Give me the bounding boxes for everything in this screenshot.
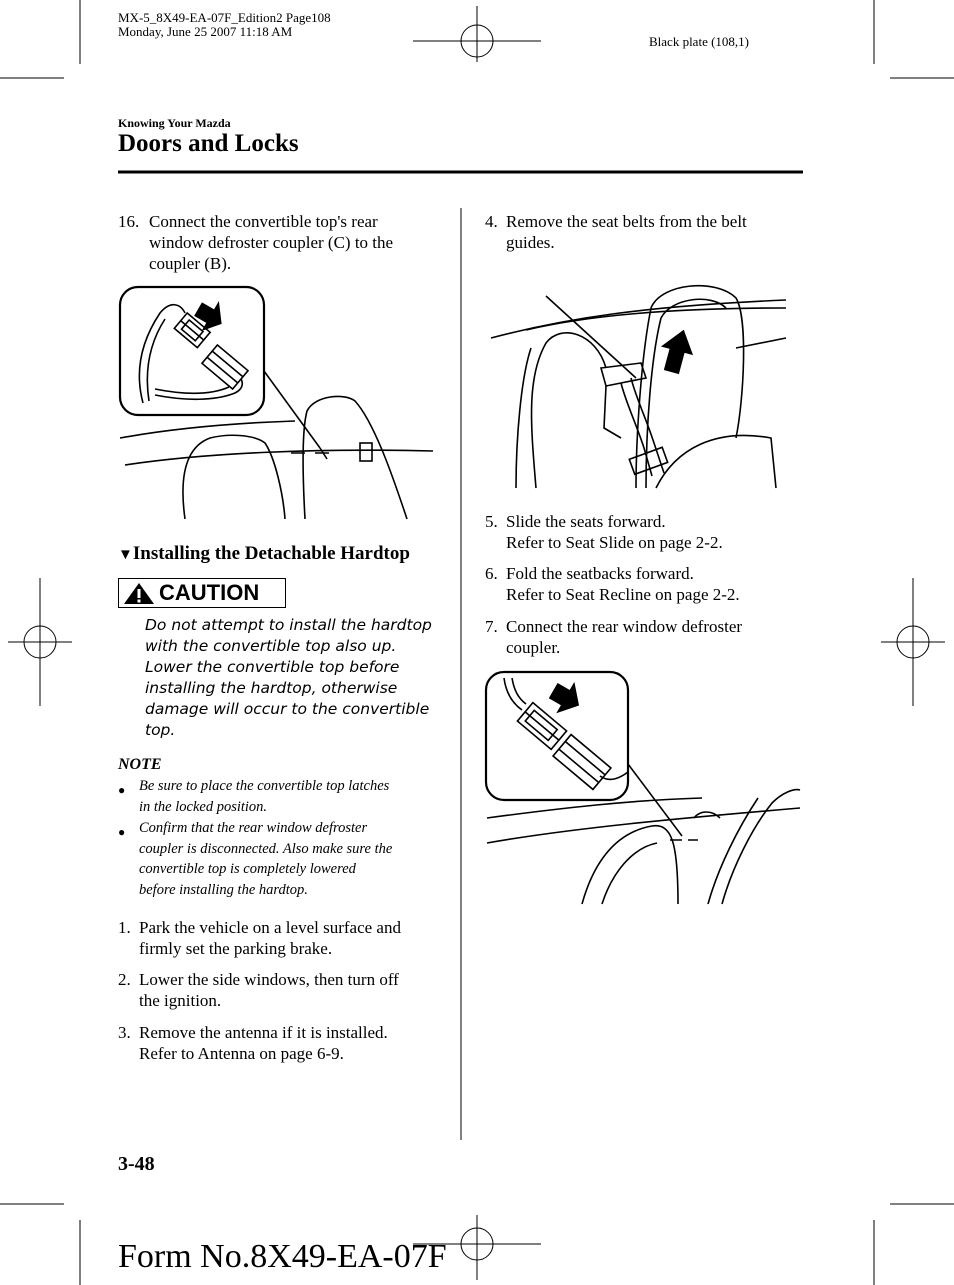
page-title: Doors and Locks — [118, 130, 299, 157]
caution-text — [145, 615, 445, 741]
step-1 — [118, 917, 448, 961]
note-item — [118, 776, 448, 818]
step-number: 1. — [118, 918, 131, 937]
step-line: firmly set the parking brake. — [139, 939, 333, 958]
section-label: Knowing Your Mazda — [118, 116, 231, 130]
step-line: Fold the seatbacks forward. — [506, 564, 694, 583]
step-3 — [118, 1022, 448, 1066]
step-6 — [485, 563, 805, 607]
step-line: coupler (B). — [149, 254, 232, 273]
step-number: 16. — [118, 212, 140, 231]
step-line: Refer to Seat Recline on page 2-2. — [506, 585, 740, 604]
step-16 — [118, 211, 448, 275]
print-job-info — [118, 11, 331, 39]
bullet-icon: ● — [118, 783, 126, 797]
registration-mark-icon — [8, 578, 72, 706]
step-4 — [485, 211, 805, 255]
step-number: 4. — [485, 212, 498, 231]
step-line: guides. — [506, 233, 555, 252]
step-line: Remove the antenna if it is installed. — [139, 1023, 388, 1042]
step-line: window defroster coupler (C) to the — [149, 233, 394, 252]
caution-line: installing the hardtop, otherwise — [145, 679, 398, 697]
step-number: 5. — [485, 512, 498, 531]
note-title: NOTE — [118, 756, 162, 773]
print-job-line1: MX-5_8X49-EA-07F_Edition2 Page108 — [118, 10, 331, 25]
note-line: coupler is disconnected. Also make sure the — [139, 840, 393, 857]
step-line: Connect the convertible top's rear — [149, 212, 378, 231]
step-line: Park the vehicle on a level surface and — [139, 918, 401, 937]
step-line: Connect the rear window defroster — [506, 617, 743, 636]
down-triangle-marker: ▼ — [118, 547, 133, 563]
caution-line: damage will occur to the convertible — [145, 700, 430, 718]
form-number: Form No.8X49-EA-07F — [118, 1238, 447, 1275]
step-line: the ignition. — [139, 991, 222, 1010]
caution-box — [118, 578, 286, 608]
step-7 — [485, 616, 805, 660]
step-line: Refer to Antenna on page 6-9. — [139, 1044, 344, 1063]
step-number: 3. — [118, 1023, 131, 1042]
caution-line: Lower the convertible top before — [145, 658, 400, 676]
step-line: coupler. — [506, 638, 561, 657]
registration-mark-icon — [413, 6, 541, 62]
note-line: convertible top is completely lowered — [139, 861, 356, 877]
step-line: Remove the seat belts from the belt — [506, 212, 747, 231]
registration-mark-icon — [881, 578, 945, 706]
coupler-connection-illustration — [115, 283, 435, 523]
subsection-title: Installing the Detachable Hardtop — [132, 543, 410, 564]
page-number: 3-48 — [118, 1153, 155, 1175]
step-line: Lower the side windows, then turn off — [139, 970, 399, 989]
caution-line: top. — [145, 721, 176, 739]
subsection-heading — [118, 543, 410, 565]
step-number: 2. — [118, 970, 131, 989]
step-2 — [118, 969, 448, 1013]
step-number: 6. — [485, 564, 498, 583]
note-line: in the locked position. — [139, 798, 268, 815]
step-line: Refer to Seat Slide on page 2-2. — [506, 533, 723, 552]
caution-label: CAUTION — [159, 580, 260, 605]
step-number: 7. — [485, 617, 498, 636]
step-line: Slide the seats forward. — [506, 512, 666, 531]
caution-line: Do not attempt to install the hardtop — [145, 616, 432, 634]
seat-belt-guide-illustration — [486, 278, 791, 493]
note-line: before installing the hardtop. — [139, 881, 308, 898]
bullet-icon: ● — [118, 825, 126, 839]
note-line: Be sure to place the convertible top latches — [139, 778, 390, 794]
warning-triangle-icon — [123, 582, 155, 605]
plate-label: Black plate (108,1) — [649, 34, 749, 49]
note-item — [118, 818, 448, 902]
defroster-coupler-illustration — [482, 668, 802, 908]
print-job-line2: Monday, June 25 2007 11:18 AM — [118, 24, 293, 39]
caution-line: with the convertible top also up. — [145, 637, 397, 655]
note-line: Confirm that the rear window defroster — [139, 820, 368, 836]
step-5 — [485, 511, 805, 555]
